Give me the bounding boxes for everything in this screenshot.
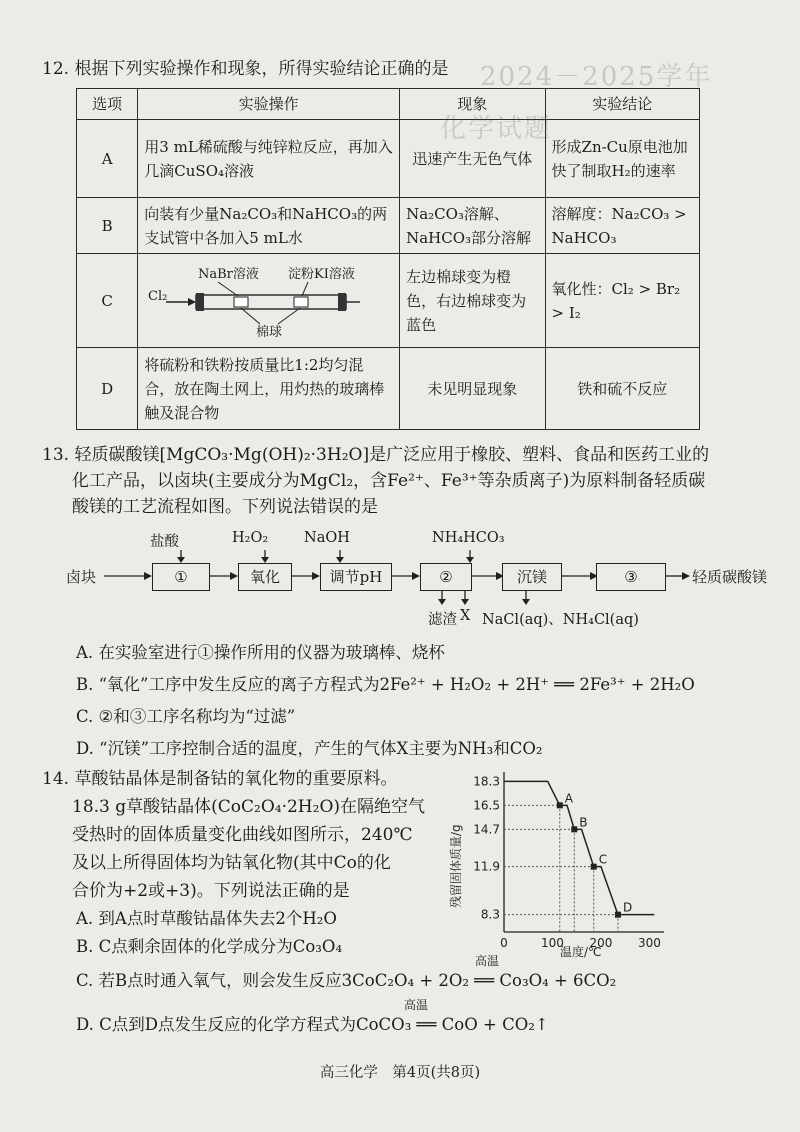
data-point <box>557 802 563 808</box>
nabr-label: NaBr溶液 <box>198 267 260 282</box>
y-axis-label: 残留固体质量/g <box>449 824 463 908</box>
reagent-label: H₂O₂ <box>232 530 269 546</box>
q14-stem-line: 受热时的固体质量变化曲线如图所示，240℃ <box>72 825 413 845</box>
row-label: D <box>77 348 138 430</box>
cotton-ball-left <box>234 297 248 307</box>
x-axis-label: 温度/℃ <box>560 945 602 959</box>
y-tick-label: 11.9 <box>473 859 500 874</box>
point-label: C <box>598 852 608 867</box>
mass-curve <box>504 781 654 914</box>
q13-stem-line: 酸镁的工艺流程如图。下列说法错误的是 <box>72 497 378 517</box>
condition-label: 高温 <box>404 998 429 1012</box>
x-tick-label: 100 <box>541 936 564 950</box>
operation-cell: 用3 mL稀硫酸与纯锌粒反应，再加入几滴CuSO₄溶液 <box>138 120 400 198</box>
x-tick-label: 300 <box>638 936 661 950</box>
table-row <box>77 254 700 348</box>
phenomenon-cell: 左边棉球变为橙色，右边棉球变为蓝色 <box>400 254 545 348</box>
y-tick-label: 18.3 <box>473 774 500 789</box>
conclusion-cell: 氧化性：Cl₂ > Br₂ > I₂ <box>545 254 699 348</box>
data-point <box>591 864 597 870</box>
table-header: 选项 <box>77 89 138 120</box>
condition-label: 高温 <box>475 954 500 968</box>
byproduct-label: NaCl(aq)、NH₄Cl(aq) <box>482 612 639 628</box>
table-header: 实验操作 <box>138 89 400 120</box>
point-label: D <box>622 900 633 915</box>
table-header: 现象 <box>400 89 545 120</box>
q12-stem: 12. 根据下列实验操作和现象，所得实验结论正确的是 <box>42 59 449 79</box>
phenomenon-cell: 迅速产生无色气体 <box>400 120 545 198</box>
flow-step-box: ① <box>152 563 210 591</box>
q13-stem-line: 化工产品，以卤块(主要成分为MgCl₂，含Fe²⁺、Fe³⁺等杂质离子)为原料制备轻质碳 <box>72 471 706 491</box>
conclusion-cell: 溶解度：Na₂CO₃ > NaHCO₃ <box>545 198 699 254</box>
page-footer: 高三化学 第4页(共8页) <box>319 1065 481 1081</box>
leader-line <box>218 282 238 296</box>
q13-option-c: C. ②和③工序名称均为“过滤” <box>76 707 296 726</box>
q14-stem-line: 14. 草酸钴晶体是制备钴的氧化物的重要原料。 <box>42 769 398 789</box>
q13-option-b: B. “氧化”工序中发生反应的离子方程式为2Fe²⁺ + H₂O₂ + 2H⁺ ══ 2Fe³⁺ + 2H₂O <box>76 675 695 694</box>
table-header: 实验结论 <box>545 89 699 120</box>
leader-line <box>302 282 308 296</box>
cotton-label: 棉球 <box>256 325 283 340</box>
point-label: B <box>579 815 588 830</box>
byproduct-label: 滤渣 <box>428 612 457 628</box>
operation-cell: 将硫粉和铁粉按质量比1:2均匀混合，放在陶土网上，用灼热的玻璃棒触及混合物 <box>138 348 400 430</box>
reagent-label: 盐酸 <box>150 534 179 550</box>
tube-apparatus-diagram <box>138 254 388 340</box>
q14-option-a: A. 到A点时草酸钴晶体失去2个H₂O <box>76 909 337 928</box>
q14-option-b: B. C点剩余固体的化学成分为Co₃O₄ <box>76 937 343 956</box>
cotton-ball-right <box>294 297 308 307</box>
row-label: A <box>77 120 138 198</box>
stopper-left <box>196 293 204 311</box>
flow-step-box: ③ <box>596 563 666 591</box>
flow-step-box: 氧化 <box>238 563 292 591</box>
reagent-label: NH₄HCO₃ <box>432 530 505 546</box>
bleed-text: 2024－2025学年 <box>480 62 713 92</box>
y-tick-label: 14.7 <box>473 822 500 837</box>
row-label: B <box>77 198 138 254</box>
apparatus-cell <box>138 254 400 348</box>
arrow-head-icon <box>188 298 196 306</box>
q14-option-d: D. C点到D点发生反应的化学方程式为CoCO₃ ══ CoO + CO₂↑ <box>76 1015 549 1034</box>
gas-label: Cl₂ <box>148 289 168 304</box>
mass-temperature-chart <box>440 764 680 960</box>
table-row <box>77 348 700 430</box>
table-row <box>77 120 700 198</box>
q13-option-a: A. 在实验室进行①操作所用的仪器为玻璃棒、烧杯 <box>76 643 445 662</box>
stopper-right <box>338 293 346 311</box>
q14-stem-line: 18.3 g草酸钴晶体(CoC₂O₄·2H₂O)在隔绝空气 <box>72 797 426 817</box>
ki-label: 淀粉KI溶液 <box>288 267 356 282</box>
bleed-text: 化学试题 <box>440 114 553 144</box>
phenomenon-cell: Na₂CO₃溶解、NaHCO₃部分溶解 <box>400 198 545 254</box>
flow-end-label: 轻质碳酸镁 <box>692 568 768 586</box>
flow-step-box: ② <box>420 563 472 591</box>
reagent-label: NaOH <box>304 530 350 546</box>
y-tick-label: 16.5 <box>473 798 500 813</box>
y-tick-label: 8.3 <box>480 907 500 922</box>
conclusion-cell: 铁和硫不反应 <box>545 348 699 430</box>
x-tick-label: 0 <box>500 936 508 950</box>
byproduct-label: X <box>460 608 471 624</box>
glass-tube <box>196 295 346 309</box>
q14-stem-line: 合价为+2或+3)。下列说法正确的是 <box>72 881 350 901</box>
q14-option-c: C. 若B点时通入氧气，则会发生反应3CoC₂O₄ + 2O₂ ══ Co₃O₄ + 6CO₂ <box>76 971 617 990</box>
point-label: A <box>564 791 573 806</box>
experiment-table <box>76 88 700 430</box>
row-label: C <box>77 254 138 348</box>
table-row <box>77 198 700 254</box>
flow-step-box: 沉镁 <box>502 563 562 591</box>
leader-line <box>241 308 260 324</box>
q13-stem-line: 13. 轻质碳酸镁[MgCO₃·Mg(OH)₂·3H₂O]是广泛应用于橡胶、塑料、食品和医药工业的 <box>42 445 710 465</box>
x-tick-label: 200 <box>589 936 613 950</box>
data-point <box>571 826 577 832</box>
q13-option-d: D. “沉镁”工序控制合适的温度，产生的气体X主要为NH₃和CO₂ <box>76 739 543 758</box>
flow-start-label: 卤块 <box>66 568 97 586</box>
table-header-row <box>77 89 700 120</box>
flow-step-box: 调节pH <box>320 563 392 591</box>
operation-cell: 向装有少量Na₂CO₃和NaHCO₃的两支试管中各加入5 mL水 <box>138 198 400 254</box>
phenomenon-cell: 未见明显现象 <box>400 348 545 430</box>
leader-line <box>278 308 300 324</box>
q14-stem-line: 及以上所得固体均为钴氧化物(其中Co的化 <box>72 853 391 873</box>
data-point <box>615 912 621 918</box>
conclusion-cell: 形成Zn-Cu原电池加快了制取H₂的速率 <box>545 120 699 198</box>
